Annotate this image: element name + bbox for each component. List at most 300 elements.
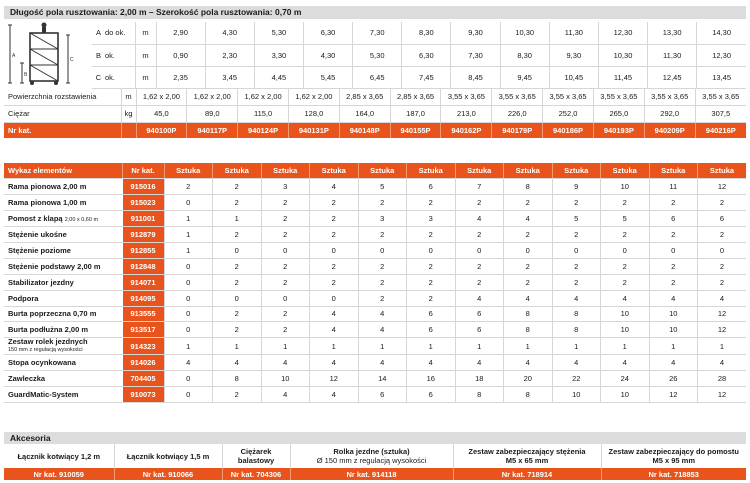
- element-qty: 4: [358, 355, 407, 371]
- nrkat-cell: 940179P: [492, 122, 543, 138]
- spec-cell: 11,45: [598, 66, 647, 88]
- element-qty: 2: [649, 227, 698, 243]
- element-nr: 910073: [122, 387, 164, 403]
- spec-cell: 11,30: [648, 44, 697, 66]
- area-cell: 3,55 x 3,65: [543, 88, 594, 105]
- accessory-nr: Nr kat. 914118: [290, 468, 453, 480]
- scaffold-diagram-icon: [8, 21, 90, 86]
- element-qty: 2: [261, 227, 310, 243]
- element-qty: 2: [601, 227, 650, 243]
- element-qty: 8: [504, 306, 553, 322]
- element-row: [4, 211, 746, 227]
- area-cell: 3,55 x 3,65: [593, 88, 644, 105]
- element-qty: 2: [261, 195, 310, 211]
- element-qty: 9: [552, 179, 601, 195]
- svg-text:A: A: [12, 53, 16, 59]
- element-qty: 10: [601, 179, 650, 195]
- spec-cell: 7,30: [353, 22, 402, 44]
- spec-row-c: [92, 66, 746, 88]
- elements-header-name: Wykaz elementów: [4, 163, 122, 179]
- element-qty: 6: [407, 306, 456, 322]
- element-nr: 913517: [122, 322, 164, 338]
- element-qty: 24: [601, 371, 650, 387]
- element-qty: 2: [552, 227, 601, 243]
- spec-letter: A: [92, 22, 105, 44]
- spec-cell: 6,30: [402, 44, 451, 66]
- area-cell: 2,85 x 3,65: [339, 88, 390, 105]
- element-qty: 0: [164, 371, 213, 387]
- element-qty: 4: [261, 387, 310, 403]
- weight-cell: 187,0: [390, 105, 441, 122]
- accessory-name: Łącznik kotwiący 1,2 m: [17, 451, 101, 461]
- nrkat-cell: 940186P: [543, 122, 594, 138]
- element-qty: 6: [407, 387, 456, 403]
- elements-header-unit: Sztuka: [504, 163, 553, 179]
- element-qty: 2: [213, 306, 262, 322]
- spec-cell: 13,30: [648, 22, 697, 44]
- spec-cell: 9,45: [500, 66, 549, 88]
- spec-unit: m: [135, 44, 156, 66]
- element-qty: 0: [164, 387, 213, 403]
- element-qty: 2: [358, 290, 407, 306]
- elements-header-unit: Sztuka: [698, 163, 747, 179]
- element-qty: 8: [504, 179, 553, 195]
- element-name: Pomost z klapą 2,00 x 0,60 m: [4, 211, 122, 227]
- element-qty: 4: [698, 355, 747, 371]
- element-qty: 26: [649, 371, 698, 387]
- element-qty: 2: [310, 274, 359, 290]
- element-qty: 1: [358, 338, 407, 355]
- element-name: Burta podłużna 2,00 m: [4, 322, 122, 338]
- element-name: Podpora: [4, 290, 122, 306]
- element-qty: 2: [261, 274, 310, 290]
- element-name: Stabilizator jezdny: [4, 274, 122, 290]
- element-qty: 1: [310, 338, 359, 355]
- element-qty: 0: [164, 195, 213, 211]
- element-qty: 22: [552, 371, 601, 387]
- area-unit: m: [121, 88, 136, 105]
- element-qty: 2: [601, 274, 650, 290]
- element-row: [4, 274, 746, 290]
- element-qty: 14: [358, 371, 407, 387]
- element-qty: 2: [504, 195, 553, 211]
- element-qty: 12: [698, 179, 747, 195]
- spec-cell: 0,90: [156, 44, 205, 66]
- element-qty: 4: [601, 355, 650, 371]
- accessories-title: Akcesoria: [4, 432, 746, 444]
- accessory-nr: Nr kat. 718853: [601, 468, 746, 480]
- element-qty: 4: [504, 355, 553, 371]
- element-qty: 2: [213, 258, 262, 274]
- nrkat-cell: 940124P: [238, 122, 289, 138]
- element-qty: 0: [261, 242, 310, 258]
- spec-letter: B: [92, 44, 105, 66]
- element-qty: 4: [164, 355, 213, 371]
- element-nr: 912848: [122, 258, 164, 274]
- element-qty: 4: [261, 355, 310, 371]
- element-qty: 0: [552, 242, 601, 258]
- element-name: Stężenie podstawy 2,00 m: [4, 258, 122, 274]
- spec-letter: C: [92, 66, 105, 88]
- element-qty: 10: [649, 322, 698, 338]
- spec-cell: 10,45: [549, 66, 598, 88]
- nrkat-cell: 940193P: [593, 122, 644, 138]
- spec-cell: 10,30: [500, 22, 549, 44]
- element-nr: 914323: [122, 338, 164, 355]
- element-row: [4, 242, 746, 258]
- element-qty: 2: [455, 227, 504, 243]
- element-qty: 8: [213, 371, 262, 387]
- weight-cell: 45,0: [136, 105, 187, 122]
- element-row: [4, 306, 746, 322]
- element-qty: 3: [261, 179, 310, 195]
- element-qty: 2: [358, 274, 407, 290]
- weight-label: Ciężar: [4, 105, 121, 122]
- accessory-name: Ciężarek balastowy: [222, 444, 290, 468]
- area-cell: 1,62 x 2,00: [187, 88, 238, 105]
- spec-cell: 6,30: [303, 22, 352, 44]
- element-name: Stężenie ukośne: [4, 227, 122, 243]
- element-qty: 2: [698, 258, 747, 274]
- element-qty: 0: [261, 290, 310, 306]
- element-name: Rama pionowa 2,00 m: [4, 179, 122, 195]
- spec-unit: m: [135, 22, 156, 44]
- element-qty: 1: [261, 338, 310, 355]
- element-qty: 2: [358, 258, 407, 274]
- element-qty: 2: [310, 258, 359, 274]
- element-qty: 2: [455, 195, 504, 211]
- element-name: Stężenie poziome: [4, 242, 122, 258]
- spec-cell: 4,30: [303, 44, 352, 66]
- spec-row-nrkat: [4, 122, 746, 138]
- spec-cell: 10,30: [598, 44, 647, 66]
- element-qty: 2: [552, 195, 601, 211]
- element-qty: 2: [407, 258, 456, 274]
- element-qty: 6: [455, 322, 504, 338]
- area-cell: 1,62 x 2,00: [288, 88, 339, 105]
- element-qty: 1: [164, 211, 213, 227]
- spec-cell: 3,30: [254, 44, 303, 66]
- weight-cell: 292,0: [644, 105, 695, 122]
- spec-cell: 14,30: [697, 22, 746, 44]
- nrkat-cell: 940216P: [695, 122, 746, 138]
- element-qty: 16: [407, 371, 456, 387]
- element-qty: 3: [358, 211, 407, 227]
- element-qty: 5: [552, 211, 601, 227]
- nrkat-cell: 940131P: [288, 122, 339, 138]
- spec-cell: 3,45: [205, 66, 254, 88]
- spec-cell: 2,30: [205, 44, 254, 66]
- element-qty: 1: [504, 338, 553, 355]
- element-qty: 8: [504, 322, 553, 338]
- accessory-nr: Nr kat. 704306: [222, 468, 290, 480]
- accessory-nr: Nr kat. 910059: [4, 468, 114, 480]
- element-qty: 4: [698, 290, 747, 306]
- element-qty: 0: [310, 290, 359, 306]
- element-qty: 0: [164, 258, 213, 274]
- element-qty: 12: [698, 387, 747, 403]
- element-qty: 4: [358, 322, 407, 338]
- weight-cell: 89,0: [187, 105, 238, 122]
- elements-header-row: [4, 163, 746, 179]
- element-qty: 4: [455, 211, 504, 227]
- spec-cell: 9,30: [549, 44, 598, 66]
- element-qty: 6: [649, 211, 698, 227]
- element-qty: 2: [504, 274, 553, 290]
- spec-unit: m: [135, 66, 156, 88]
- element-qty: 0: [358, 242, 407, 258]
- element-qty: 4: [455, 355, 504, 371]
- element-qty: 5: [601, 211, 650, 227]
- weight-cell: 115,0: [238, 105, 289, 122]
- nrkat-cell: 940155P: [390, 122, 441, 138]
- weight-cell: 213,0: [441, 105, 492, 122]
- element-qty: 2: [407, 195, 456, 211]
- element-qty: 8: [455, 387, 504, 403]
- element-qty: 1: [213, 338, 262, 355]
- nrkat-cell: 940117P: [187, 122, 238, 138]
- element-qty: 2: [552, 258, 601, 274]
- element-qty: 6: [455, 306, 504, 322]
- elements-header-unit: Sztuka: [310, 163, 359, 179]
- element-name: Burta poprzeczna 0,70 m: [4, 306, 122, 322]
- element-qty: 1: [649, 338, 698, 355]
- element-qty: 0: [310, 242, 359, 258]
- element-qty: 12: [698, 306, 747, 322]
- accessories-nr-row: [4, 468, 746, 480]
- elements-table: [4, 163, 746, 403]
- element-qty: 2: [504, 227, 553, 243]
- element-qty: 4: [504, 290, 553, 306]
- element-qty: 6: [698, 211, 747, 227]
- element-qty: 2: [698, 227, 747, 243]
- spec-row-b: [92, 44, 746, 66]
- element-qty: 2: [213, 274, 262, 290]
- element-qty: 2: [601, 195, 650, 211]
- element-qty: 0: [407, 242, 456, 258]
- element-qty: 2: [213, 322, 262, 338]
- element-qty: 20: [504, 371, 553, 387]
- element-qty: 4: [310, 387, 359, 403]
- element-qty: 10: [601, 306, 650, 322]
- elements-header-unit: Sztuka: [358, 163, 407, 179]
- element-qty: 2: [261, 258, 310, 274]
- element-name: Stopa ocynkowana: [4, 355, 122, 371]
- spec-cell: 4,30: [205, 22, 254, 44]
- element-nr: 704405: [122, 371, 164, 387]
- element-qty: 4: [601, 290, 650, 306]
- accessory-name: Rolka jezdne (sztuka) Ø 150 mm z regulacją wysokości: [290, 444, 453, 468]
- element-qty: 2: [455, 258, 504, 274]
- element-name: Zawleczka: [4, 371, 122, 387]
- element-nr: 914026: [122, 355, 164, 371]
- element-qty: 6: [407, 322, 456, 338]
- element-row: [4, 355, 746, 371]
- area-cell: 1,62 x 2,00: [136, 88, 187, 105]
- element-qty: 2: [358, 195, 407, 211]
- element-qty: 2: [261, 306, 310, 322]
- weight-cell: 252,0: [543, 105, 594, 122]
- spec-cell: 5,45: [303, 66, 352, 88]
- element-qty: 2: [649, 258, 698, 274]
- accessory-nr: Nr kat. 718914: [453, 468, 601, 480]
- element-row: [4, 227, 746, 243]
- element-qty: 1: [552, 338, 601, 355]
- element-qty: 0: [213, 242, 262, 258]
- element-row: [4, 387, 746, 403]
- nrkat-cell: 940100P: [136, 122, 187, 138]
- element-qty: 2: [310, 227, 359, 243]
- element-qty: 2: [698, 195, 747, 211]
- weight-cell: 128,0: [288, 105, 339, 122]
- element-nr: 915023: [122, 195, 164, 211]
- element-qty: 7: [455, 179, 504, 195]
- element-qty: 2: [407, 274, 456, 290]
- element-qty: 12: [698, 322, 747, 338]
- element-qty: 8: [552, 322, 601, 338]
- spec-cell: 8,30: [500, 44, 549, 66]
- element-qty: 6: [407, 179, 456, 195]
- element-qty: 1: [164, 242, 213, 258]
- elements-header-unit: Sztuka: [601, 163, 650, 179]
- spec-cell: 4,45: [254, 66, 303, 88]
- element-qty: 4: [310, 355, 359, 371]
- element-qty: 0: [164, 274, 213, 290]
- spec-cell: 7,30: [451, 44, 500, 66]
- spec-row-weight: [4, 105, 746, 122]
- element-nr: 914095: [122, 290, 164, 306]
- element-qty: 1: [213, 211, 262, 227]
- spec-label: ok.: [105, 66, 135, 88]
- spec-label: do ok.: [105, 22, 135, 44]
- element-nr: 912855: [122, 242, 164, 258]
- accessory-name: Łącznik kotwiący 1,5 m: [114, 444, 222, 468]
- element-qty: 2: [358, 227, 407, 243]
- element-qty: 10: [649, 306, 698, 322]
- area-cell: 3,55 x 3,65: [492, 88, 543, 105]
- nrkat-cell: 940209P: [644, 122, 695, 138]
- elements-header-unit: Sztuka: [213, 163, 262, 179]
- element-nr: 913555: [122, 306, 164, 322]
- accessories-table: [4, 444, 746, 480]
- element-qty: 2: [164, 179, 213, 195]
- element-row: [4, 338, 746, 355]
- spec-summary-table: [4, 88, 746, 138]
- element-qty: 2: [698, 274, 747, 290]
- accessory-name: Zestaw zabezpieczający stężenia M5 x 65 mm: [453, 444, 601, 468]
- element-qty: 4: [649, 355, 698, 371]
- weight-cell: 265,0: [593, 105, 644, 122]
- accessories-names-row: [4, 444, 746, 468]
- element-qty: 8: [504, 387, 553, 403]
- weight-cell: 307,5: [695, 105, 746, 122]
- element-qty: 0: [213, 290, 262, 306]
- area-cell: 1,62 x 2,00: [238, 88, 289, 105]
- element-qty: 12: [649, 387, 698, 403]
- elements-header-unit: Sztuka: [407, 163, 456, 179]
- element-qty: 4: [310, 179, 359, 195]
- spec-cell: 9,30: [451, 22, 500, 44]
- element-row: [4, 322, 746, 338]
- element-qty: 2: [504, 258, 553, 274]
- area-cell: 3,55 x 3,65: [644, 88, 695, 105]
- spec-cell: 2,90: [156, 22, 205, 44]
- elements-header-unit: Sztuka: [649, 163, 698, 179]
- spec-row-a: [92, 22, 746, 44]
- element-qty: 2: [455, 274, 504, 290]
- element-qty: 0: [455, 242, 504, 258]
- element-qty: 1: [455, 338, 504, 355]
- spec-cell: 11,30: [549, 22, 598, 44]
- spec-cell: 7,45: [402, 66, 451, 88]
- element-qty: 18: [455, 371, 504, 387]
- spec-row-area: [4, 88, 746, 105]
- area-cell: 3,55 x 3,65: [695, 88, 746, 105]
- element-qty: 4: [310, 306, 359, 322]
- weight-unit: kg: [121, 105, 136, 122]
- element-qty: 10: [552, 387, 601, 403]
- element-qty: 2: [601, 258, 650, 274]
- element-qty: 2: [213, 227, 262, 243]
- element-qty: 4: [649, 290, 698, 306]
- element-qty: 0: [164, 306, 213, 322]
- element-nr: 914071: [122, 274, 164, 290]
- element-qty: 4: [504, 211, 553, 227]
- element-qty: 4: [455, 290, 504, 306]
- area-label: Powierzchnia rozstawienia: [4, 88, 121, 105]
- spec-cell: 12,45: [648, 66, 697, 88]
- spec-cell: 13,45: [697, 66, 746, 88]
- element-qty: 2: [407, 290, 456, 306]
- element-row: [4, 371, 746, 387]
- element-qty: 11: [649, 179, 698, 195]
- element-qty: 10: [261, 371, 310, 387]
- svg-text:C: C: [70, 57, 74, 63]
- accessory-name: Zestaw zabezpieczający do pomostu M5 x 95 mm: [601, 444, 746, 468]
- element-qty: 28: [698, 371, 747, 387]
- element-qty: 2: [310, 195, 359, 211]
- spec-cell: 8,30: [402, 22, 451, 44]
- element-qty: 4: [552, 355, 601, 371]
- element-qty: 3: [407, 211, 456, 227]
- element-qty: 1: [698, 338, 747, 355]
- spec-title: Długość pola rusztowania: 2,00 m – Szerokość pola rusztowania: 0,70 m: [4, 6, 746, 19]
- element-qty: 2: [649, 274, 698, 290]
- element-row: [4, 290, 746, 306]
- nrkat-spacer: [121, 122, 136, 138]
- elements-header-nr: Nr kat.: [122, 163, 164, 179]
- spec-cell: 8,45: [451, 66, 500, 88]
- element-qty: 4: [407, 355, 456, 371]
- elements-header-unit: Sztuka: [261, 163, 310, 179]
- nrkat-cell: 940148P: [339, 122, 390, 138]
- nrkat-cell: 940162P: [441, 122, 492, 138]
- element-qty: 0: [164, 322, 213, 338]
- area-cell: 2,85 x 3,65: [390, 88, 441, 105]
- element-qty: 4: [358, 306, 407, 322]
- element-name: Rama pionowa 1,00 m: [4, 195, 122, 211]
- element-qty: 2: [261, 322, 310, 338]
- weight-cell: 164,0: [339, 105, 390, 122]
- element-nr: 912879: [122, 227, 164, 243]
- element-qty: 5: [358, 179, 407, 195]
- element-qty: 2: [213, 179, 262, 195]
- element-qty: 2: [213, 387, 262, 403]
- svg-text:B: B: [24, 72, 28, 78]
- spec-cell: 12,30: [598, 22, 647, 44]
- spec-label: ok.: [105, 44, 135, 66]
- element-qty: 0: [504, 242, 553, 258]
